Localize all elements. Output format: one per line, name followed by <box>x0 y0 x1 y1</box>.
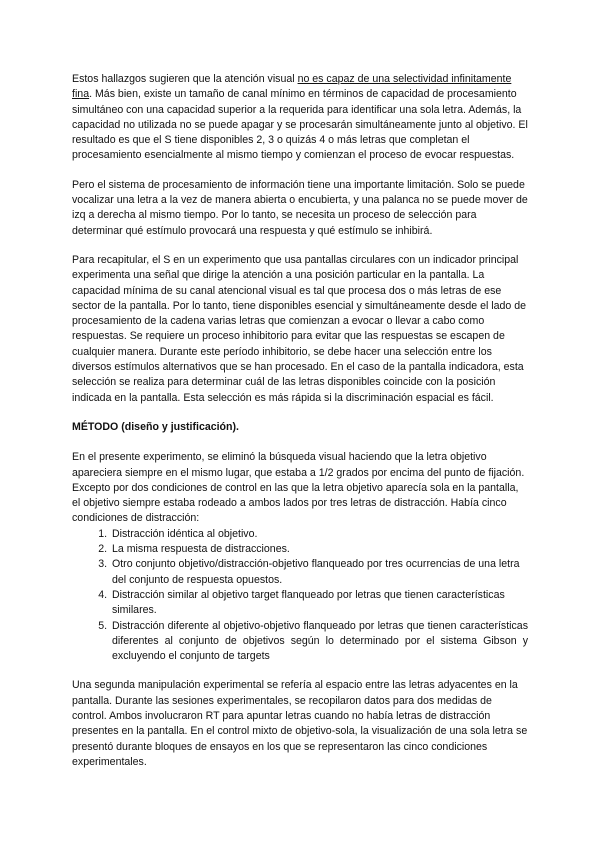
underlined-phrase: no es capaz de una selectividad infinitamente fina <box>72 73 512 101</box>
paragraph-recap: Para recapitular, el S en un experimento que usa pantallas circulares con un indicador principal experimenta una señal que dirige la atención a una posición particular en la pantalla. La capacidad mínima de su canal atencional visual es tal que procesa dos o más letras de ese sector de la pantalla. Por lo tanto, tiene disponibles esencial y simultáneamente desde el lado de procesamiento de la cadena varias letras que comienzan a evocar o llevar a cabo como respuestas. Se requiere un proceso inhibitorio para evitar que las respuestas se escapen de cualquier manera. Durante este período inhibitorio, se debe hacer una selección entre los diversos estímulos alternativos que se han procesado. En el caso de la pantalla indicadora, esta selección se realiza para determinar cuál de las letras disponibles coincide con la posición indicada en la pantalla. Esta selección es más rápida si la discriminación espacial es fácil. <box>72 253 527 404</box>
list-item: 4. Distracción similar al objetivo target flanqueado por letras que tienen características similares. <box>110 588 528 619</box>
paragraph-experiment: En el presente experimento, se eliminó la búsqueda visual haciendo que la letra objetivo apareciera siempre en el mismo lugar, que estaba a 1/2 grados por encima del punto de fijación. Excepto por dos condiciones de control en las que la letra objetivo aparecía sola en la pantalla, el objetivo siempre estaba rodeado a ambos lados por tres letras de distracción. Había cinco condiciones de distracción: <box>72 451 525 525</box>
list-item: 2. La misma respuesta de distracciones. <box>110 542 528 557</box>
list-item: 3. Otro conjunto objetivo/distracción-objetivo flanqueado por tres ocurrencias de una letra del conjunto de respuesta opuestos. <box>110 557 528 588</box>
list-item: 5. Distracción diferente al objetivo-objetivo flanqueado por letras que tienen características diferentes al conjunto de objetivos según lo determinado por el sistema Gibson y excluyendo el conjunto de targets <box>110 619 528 665</box>
section-heading-method: MÉTODO (diseño y justificación). <box>72 420 239 433</box>
conditions-list <box>72 527 528 665</box>
document-page <box>72 72 528 784</box>
paragraph-manipulation: Una segunda manipulación experimental se refería al espacio entre las letras adyacentes en la pantalla. Durante las sesiones experimentales, se recopilaron datos para dos medidas de control. Ambos involucraron RT para apuntar letras cuando no había letras de distracción presentes en la pantalla. En el control mixto de objetivo-sola, la visualización de una sola letra se presentó durante bloques de ensayos en los que se representaron las cinco condiciones experimentales. <box>72 679 528 768</box>
list-item: 1. Distracción idéntica al objetivo. <box>110 527 528 542</box>
paragraph-findings: Estos hallazgos sugieren que la atención visual no es capaz de una selectividad infinitamente fina. Más bien, existe un tamaño de canal mínimo en términos de capacidad de procesamiento simultáneo con una capacidad superior a la requerida para identificar una sola letra. Además, la capacidad no utilizada no se puede apagar y se procesarán simultáneamente junto al objetivo. El resultado es que el S tiene disponibles 2, 3 o quizás 4 o más letras que completan el procesamiento esencialmente al mismo tiempo y comienzan el proceso de evocar respuestas. <box>72 73 528 162</box>
paragraph-limitation: Pero el sistema de procesamiento de información tiene una importante limitación. Solo se puede vocalizar una letra a la vez de manera abierta o encubierta, y una palanca no se puede mover de izq a derecha al mismo tiempo. Por lo tanto, se necesita un proceso de selección para determinar qué estímulo provocará una respuesta y qué estímulo se inhibirá. <box>72 178 528 237</box>
